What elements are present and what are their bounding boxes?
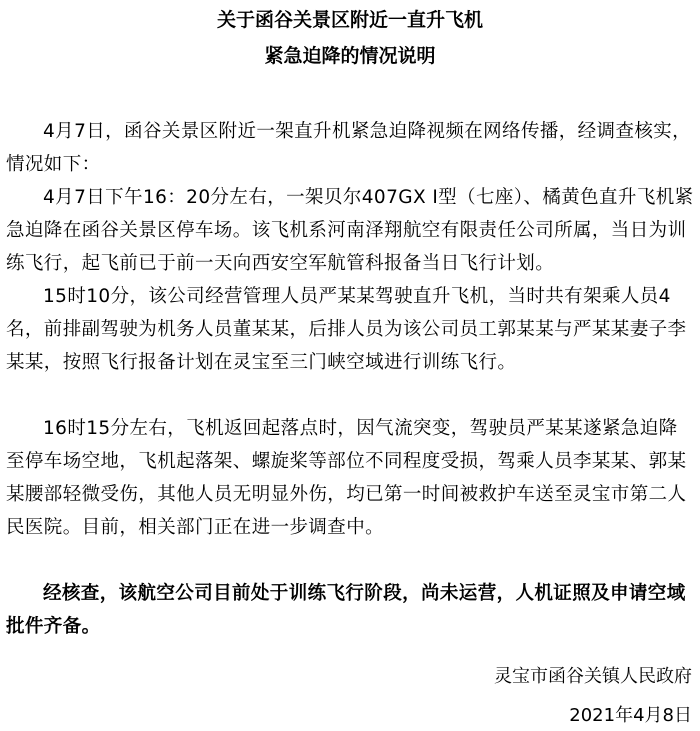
paragraph-flight-crew: 15时10分，该公司经营管理人员严某某驾驶直升飞机，当时共有架乘人员4名，前排副驾驶为机务人员董某某，后排人员为该公司员工郭某某与严某某妻子李某某，按照飞行报备计划在灵宝至三门峡空域进行训练飞行。 [6, 286, 687, 373]
signature-organization: 灵宝市函谷关镇人民政府 [494, 666, 692, 687]
signature-date: 2021年4月8日 [569, 705, 692, 726]
document-title-line-2: 紧急迫降的情况说明 [264, 45, 436, 67]
paragraph-conclusion: 经核查，该航空公司目前处于训练飞行阶段，尚未运营，人机证照及申请空域批件齐备。 [6, 583, 686, 637]
document-title-line-1: 关于函谷关景区附近一直升飞机 [216, 9, 483, 31]
paragraph-emergency-landing: 16时15分左右，飞机返回起落点时，因气流突变，驾驶员严某某遂紧急迫降至停车场空地，飞机起落架、螺旋桨等部位不同程度受损，驾乘人员李某某、郭某某腰部轻微受伤，其他人员无明显外伤，均已第一时间被救护车送至灵宝市第二人民医院。目前，相关部门正在进一步调查中。 [6, 418, 687, 538]
paragraph-incident: 4月7日下午16：20分左右，一架贝尔407GX Ⅰ型（七座）、橘黄色直升飞机紧急迫降在函谷关景区停车场。该飞机系河南泽翔航空有限责任公司所属，当日为训练飞行，起飞前已于前一天向西安空军航管科报备当日飞行计划。 [6, 187, 694, 274]
paragraph-intro: 4月7日，函谷关景区附近一架直升机紧急迫降视频在网络传播，经调查核实，情况如下： [6, 121, 692, 175]
